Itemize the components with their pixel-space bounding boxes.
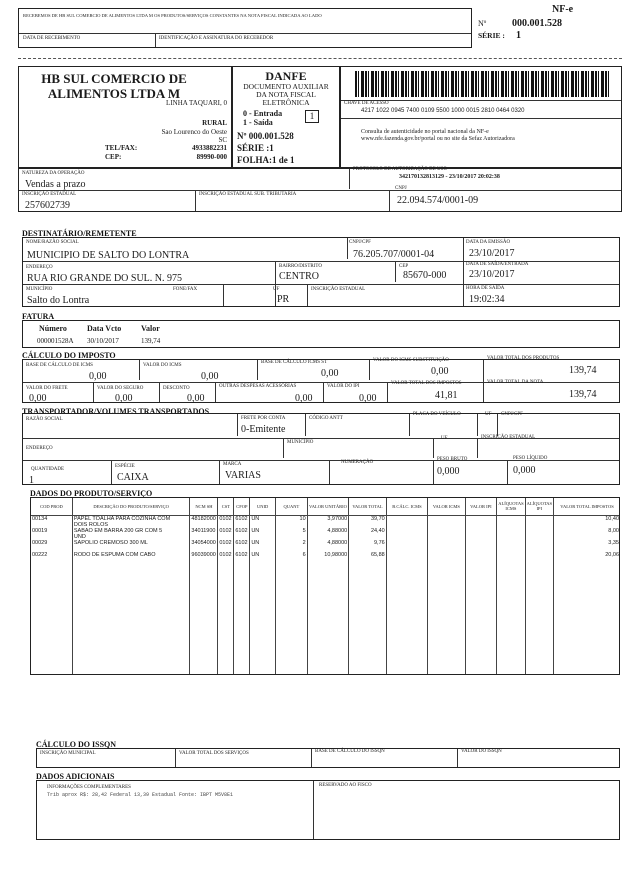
info-text: Trib aprox R$: 28,42 Federal 13,39 Estadual Fonte: IBPT M5V8E1 bbox=[47, 792, 234, 798]
cut-line bbox=[18, 58, 622, 59]
transp-marca-label: MARCA bbox=[223, 462, 242, 467]
product-ncm: 48182000 bbox=[190, 515, 218, 528]
dest-ie-label: INSCRIÇÃO ESTADUAL bbox=[311, 287, 366, 292]
product-empty-cell bbox=[525, 528, 553, 540]
canhoto-numero: 000.001.528 bbox=[512, 18, 562, 29]
filler-cell bbox=[428, 564, 465, 676]
canhoto-numero-prefix: Nº bbox=[478, 19, 487, 28]
product-vu: 4,88000 bbox=[307, 540, 349, 552]
protocolo-label: PROTOCOLO DE AUTORIZAÇÃO DE USO bbox=[353, 167, 447, 172]
produtos-header-10: VALOR ICMS bbox=[428, 498, 465, 515]
product-cst: 0102 bbox=[218, 515, 234, 528]
icms: 0,00 bbox=[201, 371, 219, 382]
fatura-valor-header: Valor bbox=[141, 324, 160, 333]
danfe-box bbox=[232, 66, 340, 168]
transp-municipio-label: MUNICÍPIO bbox=[287, 440, 314, 445]
filler-cell bbox=[386, 564, 427, 676]
product-cst: 0102 bbox=[218, 540, 234, 552]
product-empty-cell bbox=[386, 528, 427, 540]
product-qtd: 5 bbox=[276, 528, 308, 540]
icms-st-label: VALOR DO ICMS SUBSTITUIÇÃO bbox=[373, 358, 449, 363]
transp-antt-label: CÓDIGO ANTT bbox=[309, 416, 343, 421]
emitente-cep-label: CEP: bbox=[105, 153, 122, 161]
adicionais-title: DADOS ADICIONAIS bbox=[36, 772, 115, 781]
product-empty-cell bbox=[465, 540, 497, 552]
product-desc bbox=[72, 515, 190, 528]
emitente-cidade: Sao Lourenco do Oeste bbox=[161, 128, 227, 136]
transp-peso-b: 0,000 bbox=[437, 466, 460, 477]
transportador-box bbox=[22, 413, 620, 485]
product-desc bbox=[72, 540, 190, 552]
produtos-header-4: CFOP bbox=[234, 498, 250, 515]
natureza-box bbox=[18, 168, 622, 212]
dest-cep-label: CEP bbox=[399, 264, 409, 269]
transp-qtd-label: QUANTIDADE bbox=[31, 467, 65, 472]
fisco-label: RESERVADO AO FISCO bbox=[319, 783, 372, 788]
product-empty-cell bbox=[386, 515, 427, 528]
info-label: INFORMAÇÕES COMPLEMENTARES bbox=[47, 785, 131, 790]
produtos-header-3: CST bbox=[218, 498, 234, 515]
produtos-header-8: VALOR TOTAL bbox=[349, 498, 386, 515]
product-empty-cell bbox=[497, 515, 525, 528]
table-row bbox=[31, 515, 620, 528]
fatura-valor: 139,74 bbox=[141, 337, 161, 345]
produtos-header-1: DESCRIÇÃO DO PRODUTO/SERVIÇO bbox=[72, 498, 190, 515]
ie-value: 257602739 bbox=[25, 200, 70, 211]
produtos-header-6: QUANT bbox=[276, 498, 308, 515]
transp-endereco-label: ENDEREÇO bbox=[26, 446, 53, 451]
product-vu: 10,98000 bbox=[307, 552, 349, 564]
product-empty-cell bbox=[497, 528, 525, 540]
dest-hora-label: HORA DE SAÍDA bbox=[466, 286, 505, 291]
bc-icms: 0,00 bbox=[89, 371, 107, 382]
transp-placa-label: PLACA DO VEÍCULO bbox=[413, 412, 461, 417]
produtos-header-12: ALÍQUOTAS ICMS bbox=[497, 498, 525, 515]
dest-cep: 85670-000 bbox=[403, 270, 447, 281]
frete-label: VALOR DO FRETE bbox=[26, 386, 68, 391]
product-vt: 39,70 bbox=[349, 515, 386, 528]
dest-bairro-label: BAIRRO/DISTRITO bbox=[279, 264, 322, 269]
product-empty-cell bbox=[386, 552, 427, 564]
dest-endereco-label: ENDEREÇO bbox=[26, 265, 53, 270]
filler-cell bbox=[497, 564, 525, 676]
emitente-tel: 4933882231 bbox=[192, 144, 227, 152]
dest-endereco: RUA RIO GRANDE DO SUL. N. 975 bbox=[27, 273, 183, 284]
transp-peso-l: 0,000 bbox=[513, 465, 536, 476]
dest-emissao-label: DATA DA EMISSÃO bbox=[466, 240, 511, 245]
icms-st: 0,00 bbox=[431, 366, 449, 377]
seguro-label: VALOR DO SEGURO bbox=[97, 386, 144, 391]
product-empty-cell bbox=[465, 515, 497, 528]
produtos-header-9: B.CÁLC. ICMS bbox=[386, 498, 427, 515]
product-qtd: 6 bbox=[276, 552, 308, 564]
ie-label: INSCRIÇÃO ESTADUAL bbox=[22, 192, 77, 197]
product-un: UN bbox=[250, 552, 276, 564]
desconto: 0,00 bbox=[187, 393, 205, 404]
product-imp: 10,40 bbox=[554, 515, 620, 528]
product-empty-cell bbox=[386, 540, 427, 552]
data-recebimento-label: DATA DE RECEBIMENTO bbox=[23, 36, 81, 41]
fatura-numero: 000001528A bbox=[37, 337, 74, 345]
fatura-venc: 30/10/2017 bbox=[87, 337, 119, 345]
transp-numeracao-label: NUMERAÇÃO bbox=[341, 460, 374, 465]
product-vu: 3,97000 bbox=[307, 515, 349, 528]
produtos-box bbox=[30, 497, 620, 675]
danfe-title: DANFE bbox=[265, 69, 307, 83]
transp-peso-l-label: PESO LÍQUIDO bbox=[513, 456, 548, 461]
danfe-numero: Nº 000.001.528 bbox=[237, 131, 294, 141]
product-ncm: 34011900 bbox=[190, 528, 218, 540]
chave-label: CHAVE DE ACESSO bbox=[344, 101, 389, 106]
filler-cell bbox=[525, 564, 553, 676]
filler-cell bbox=[554, 564, 620, 676]
dest-cnpj-label: CNPJ/CPF bbox=[349, 240, 371, 245]
produtos-header-11: VALOR IPI bbox=[465, 498, 497, 515]
product-desc-line: RODO DE ESPUMA COM CABO bbox=[73, 551, 156, 558]
product-vu: 4,88000 bbox=[307, 528, 349, 540]
danfe-sub3: ELETRÔNICA bbox=[262, 98, 310, 107]
product-un: UN bbox=[250, 515, 276, 528]
produtos-table bbox=[31, 498, 620, 675]
fatura-numero-header: Número bbox=[39, 324, 67, 333]
product-qtd: 2 bbox=[276, 540, 308, 552]
danfe-saida: 1 - Saída bbox=[243, 118, 273, 127]
dest-cnpj: 76.205.707/0001-04 bbox=[353, 249, 435, 260]
filler-cell bbox=[307, 564, 349, 676]
product-empty-cell bbox=[525, 552, 553, 564]
barcode bbox=[355, 71, 611, 97]
imposto-box bbox=[22, 356, 620, 404]
danfe-tipo: 1 bbox=[305, 110, 319, 123]
product-cod: 00019 bbox=[31, 528, 72, 540]
canhoto-serie: 1 bbox=[516, 30, 521, 41]
imposto-title: CÁLCULO DO IMPOSTO bbox=[22, 351, 116, 360]
chave-consulta: Consulta de autenticidade no portal nacional da NF-e www.nfe.fazenda.gov.br/portal ou no site da Sefaz Autorizadora bbox=[361, 129, 515, 142]
product-ncm: 96039000 bbox=[190, 552, 218, 564]
emitente-box bbox=[18, 66, 232, 168]
filler-cell bbox=[349, 564, 386, 676]
fatura-venc-header: Data Vcto bbox=[87, 324, 122, 333]
product-desc bbox=[72, 528, 190, 540]
transp-marca: VARIAS bbox=[225, 470, 261, 481]
product-imp: 20,06 bbox=[554, 552, 620, 564]
emitente-bairro: RURAL bbox=[202, 119, 227, 127]
danfe-folha: FOLHA:1 de 1 bbox=[237, 155, 295, 165]
natureza-value: Vendas a prazo bbox=[25, 179, 86, 190]
dest-uf: PR bbox=[277, 294, 290, 305]
dest-municipio: Salto do Lontra bbox=[27, 295, 90, 306]
table-row bbox=[31, 528, 620, 540]
emitente-endereco: LINHA TAQUARI, 0 bbox=[166, 99, 227, 107]
product-un: UN bbox=[250, 540, 276, 552]
transportador-title: TRANSPORTADOR/VOLUMES TRANSPORTADOS bbox=[22, 407, 210, 416]
destinatario-title: DESTINATÁRIO/REMETENTE bbox=[22, 229, 137, 238]
filler-cell bbox=[72, 564, 190, 676]
canhoto-nfe-title: NF-e bbox=[552, 4, 574, 15]
product-cst: 0102 bbox=[218, 552, 234, 564]
outras-label: OUTRAS DESPESAS ACESSÓRIAS bbox=[219, 384, 297, 389]
adicionais-box bbox=[36, 780, 620, 840]
dest-hora: 19:02:34 bbox=[469, 294, 505, 305]
produtos-header-7: VALOR UNITÁRIO bbox=[307, 498, 349, 515]
product-vt: 65,88 bbox=[349, 552, 386, 564]
dest-saida: 23/10/2017 bbox=[469, 269, 515, 280]
produtos-header-13: ALÍQUOTAS IPI bbox=[525, 498, 553, 515]
emitente-cnpj-label: CNPJ bbox=[395, 186, 407, 191]
danfe-sub1: DOCUMENTO AUXILIAR bbox=[243, 82, 329, 91]
danfe-serie: SÉRIE :1 bbox=[237, 143, 274, 153]
transp-cnpj-label: CNPJ/CPF bbox=[501, 412, 523, 417]
issqn-im-label: INSCRIÇÃO MUNICIPAL bbox=[40, 751, 96, 756]
issqn-serv-label: VALOR TOTAL DOS SERVIÇOS bbox=[179, 751, 249, 756]
transp-frete: 0-Emitente bbox=[241, 424, 286, 435]
product-empty-cell bbox=[428, 515, 465, 528]
canhoto-nfe-box bbox=[472, 4, 620, 48]
danfe-sub2: DA NOTA FISCAL bbox=[256, 90, 316, 99]
dest-emissao: 23/10/2017 bbox=[469, 248, 515, 259]
bc-icms-label: BASE DE CÁLCULO DE ICMS bbox=[26, 363, 93, 368]
filler-cell bbox=[465, 564, 497, 676]
issqn-box bbox=[36, 748, 620, 768]
dest-municipio-label: MUNICÍPIO bbox=[26, 287, 53, 292]
product-desc-line2: UND bbox=[73, 533, 86, 540]
danfe-entrada: 0 - Entrada bbox=[243, 109, 283, 118]
product-cod: 00134 bbox=[31, 515, 72, 528]
transp-peso-b-label: PESO BRUTO bbox=[437, 457, 468, 462]
emitente-tel-label: TEL/FAX: bbox=[105, 144, 138, 152]
produtos-label: VALOR TOTAL DOS PRODUTOS bbox=[487, 356, 560, 361]
product-empty-cell bbox=[465, 552, 497, 564]
nota-total: 139,74 bbox=[569, 389, 597, 400]
iest-label: INSCRIÇÃO ESTADUAL SUB. TRIBUTARIA bbox=[199, 192, 297, 197]
transp-uf2-label: UF bbox=[441, 436, 448, 441]
transp-especie: CAIXA bbox=[117, 472, 149, 483]
emitente-nome: HB SUL COMERCIO DE ALIMENTOS LTDA M bbox=[41, 71, 187, 101]
produtos-header-14: VALOR TOTAL IMPOSTOS bbox=[554, 498, 620, 515]
filler-cell bbox=[31, 564, 72, 676]
table-row bbox=[31, 540, 620, 552]
canhoto bbox=[18, 8, 472, 48]
transp-ie-label: INSCRIÇÃO ESTADUAL bbox=[481, 435, 536, 440]
product-imp: 3,35 bbox=[554, 540, 620, 552]
icms-label: VALOR DO ICMS bbox=[143, 363, 182, 368]
product-empty-cell bbox=[497, 552, 525, 564]
product-cfop: 6102 bbox=[234, 552, 250, 564]
frete: 0,00 bbox=[29, 393, 47, 404]
product-desc-line2: DOIS ROLOS bbox=[73, 521, 109, 528]
canhoto-serie-label: SÉRIE : bbox=[478, 31, 505, 40]
seguro: 0,00 bbox=[115, 393, 133, 404]
product-desc-line: SAPOLIO CREMOSO 300 ML bbox=[73, 539, 148, 546]
desconto-label: DESCONTO bbox=[163, 386, 190, 391]
transp-razao-label: RAZÃO SOCIAL bbox=[26, 417, 63, 422]
emitente-cnpj: 22.094.574/0001-09 bbox=[397, 195, 479, 206]
product-empty-cell bbox=[465, 528, 497, 540]
product-empty-cell bbox=[428, 540, 465, 552]
product-empty-cell bbox=[428, 528, 465, 540]
chave-box bbox=[340, 66, 622, 168]
bc-st: 0,00 bbox=[321, 368, 339, 379]
canhoto-text: RECEBEMOS DE HB SUL COMERCIO DE ALIMENTOS LTDA M OS PRODUTOS/SERVIÇOS CONSTANTES NA NOTA FISCAL INDICADA AO LADO bbox=[23, 13, 322, 18]
product-empty-cell bbox=[525, 515, 553, 528]
outras: 0,00 bbox=[295, 393, 313, 404]
filler-cell bbox=[250, 564, 276, 676]
bc-st-label: BASE DE CÁLCULO ICMS ST bbox=[261, 360, 328, 365]
produtos-header-2: NCM SH bbox=[190, 498, 218, 515]
product-cfop: 6102 bbox=[234, 528, 250, 540]
tot-imp: 41,81 bbox=[435, 390, 458, 401]
product-cfop: 6102 bbox=[234, 540, 250, 552]
product-desc bbox=[72, 552, 190, 564]
transp-qtd: 1 bbox=[29, 475, 34, 486]
filler-cell bbox=[218, 564, 234, 676]
product-empty-cell bbox=[525, 540, 553, 552]
produtos-total: 139,74 bbox=[569, 365, 597, 376]
product-vt: 9,76 bbox=[349, 540, 386, 552]
dest-uf-label: UF bbox=[273, 287, 280, 292]
product-vt: 24,40 bbox=[349, 528, 386, 540]
dest-nome: MUNICIPIO DE SALTO DO LONTRA bbox=[27, 250, 190, 261]
fatura-box bbox=[22, 320, 620, 348]
issqn-valor-label: VALOR DO ISSQN bbox=[461, 749, 502, 754]
dest-saida-label: DATA DE SAÍDA/ENTRADA bbox=[466, 262, 529, 267]
product-un: UN bbox=[250, 528, 276, 540]
product-desc-line: SABAO EM BARRA 200 GR COM 5 bbox=[73, 527, 163, 534]
table-row bbox=[31, 552, 620, 564]
produtos-header-5: UNID bbox=[250, 498, 276, 515]
produtos-title: DADOS DO PRODUTO/SERVIÇO bbox=[30, 489, 153, 498]
destinatario-box bbox=[22, 237, 620, 307]
natureza-label: NATUREZA DA OPERAÇÃO bbox=[22, 171, 85, 176]
fatura-title: FATURA bbox=[22, 312, 55, 321]
product-imp: 8,00 bbox=[554, 528, 620, 540]
dest-nome-label: NOME/RAZÃO SOCIAL bbox=[26, 240, 79, 245]
product-empty-cell bbox=[497, 540, 525, 552]
ipi-label: VALOR DO IPI bbox=[327, 384, 360, 389]
dest-bairro: CENTRO bbox=[279, 271, 319, 282]
emitente-uf: SC bbox=[218, 136, 227, 144]
issqn-bc-label: BASE DE CÁLCULO DO ISSQN bbox=[315, 749, 385, 754]
produtos-header-0: COD PROD bbox=[31, 498, 72, 515]
issqn-title: CÁLCULO DO ISSQN bbox=[36, 740, 117, 749]
emitente-cep: 89990-000 bbox=[196, 153, 227, 161]
tot-imp-label: VALOR TOTAL DOS IMPOSTOS bbox=[391, 381, 462, 386]
product-cfop: 6102 bbox=[234, 515, 250, 528]
product-desc-line: PAPEL TOALHA PARA COZINHA COM bbox=[73, 515, 171, 522]
assinatura-label: IDENTIFICAÇÃO E ASSINATURA DO RECEBEDOR bbox=[159, 36, 274, 41]
dest-fone-label: FONE/FAX bbox=[173, 287, 198, 292]
product-ncm: 34054000 bbox=[190, 540, 218, 552]
table-filler bbox=[31, 564, 620, 676]
filler-cell bbox=[234, 564, 250, 676]
product-qtd: 10 bbox=[276, 515, 308, 528]
product-cst: 0102 bbox=[218, 528, 234, 540]
product-empty-cell bbox=[428, 552, 465, 564]
transp-frete-label: FRETE POR CONTA bbox=[241, 416, 286, 421]
nota-label: VALOR TOTAL DA NOTA bbox=[487, 380, 544, 385]
product-cod: 00029 bbox=[31, 540, 72, 552]
transp-especie-label: ESPÉCIE bbox=[115, 464, 135, 469]
transp-uf-label: UF bbox=[485, 412, 492, 417]
product-cod: 00222 bbox=[31, 552, 72, 564]
filler-cell bbox=[190, 564, 218, 676]
chave-value: 4217 1022 0945 7400 0109 5500 1000 0015 2810 0464 0320 bbox=[361, 108, 525, 114]
ipi: 0,00 bbox=[359, 393, 377, 404]
filler-cell bbox=[276, 564, 308, 676]
protocolo-value: 342170132813129 - 23/10/2017 20:02:38 bbox=[399, 174, 500, 180]
